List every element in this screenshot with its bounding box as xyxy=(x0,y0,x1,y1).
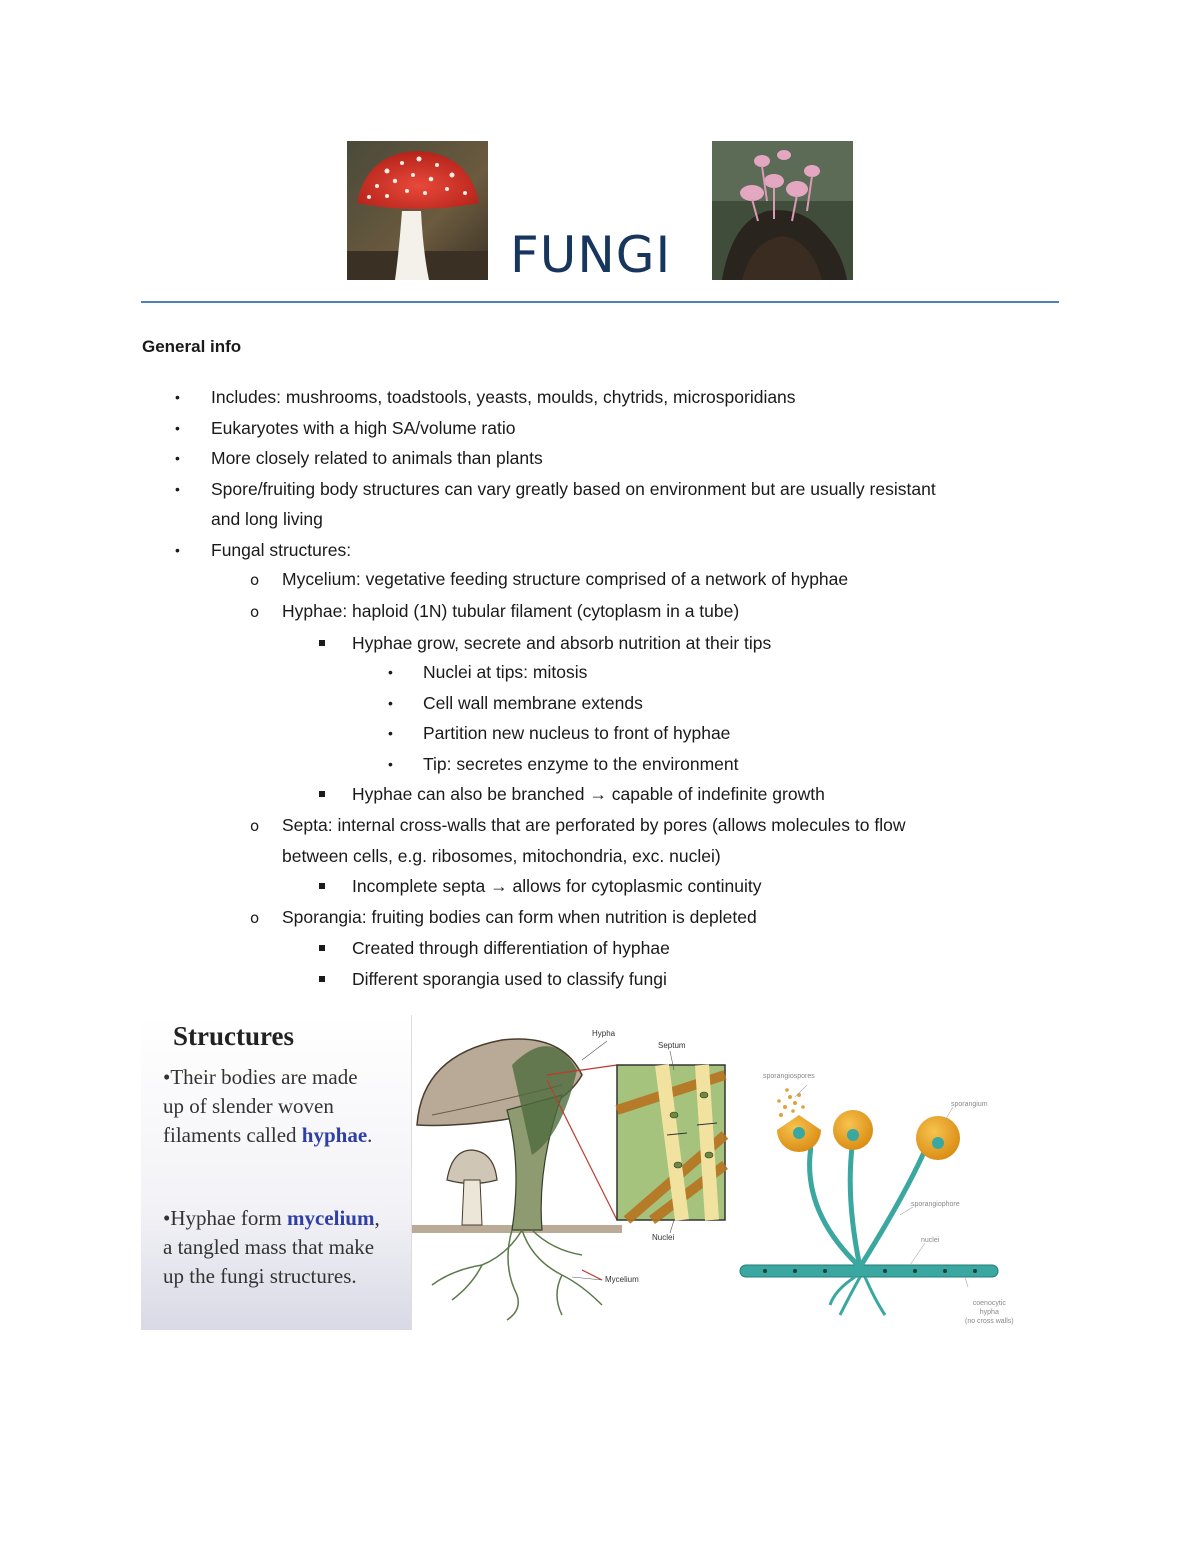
list-item: Hyphae grow, secrete and absorb nutrition at their tips xyxy=(352,633,772,653)
bullet-marker: • xyxy=(175,420,180,436)
list-item: Fungal structures: xyxy=(211,540,352,560)
bullet-marker xyxy=(319,640,325,646)
red-mushroom-photo xyxy=(347,141,488,280)
bullet-marker: • xyxy=(388,664,393,680)
list-item: More closely related to animals than plants xyxy=(211,448,543,468)
text-line xyxy=(163,1121,408,1150)
list-item: Septa: internal cross-walls that are perforated by pores (allows molecules to flow xyxy=(282,815,906,835)
bullet-marker: o xyxy=(250,817,260,835)
label-hypha: Hypha xyxy=(592,1029,616,1038)
text-line: up the fungi structures. xyxy=(163,1264,357,1288)
bullet-marker: o xyxy=(250,571,260,589)
list-item: Mycelium: vegetative feeding structure comprised of a network of hyphae xyxy=(282,569,849,589)
pink-mushrooms-photo xyxy=(712,141,853,280)
bullet-marker: o xyxy=(250,909,260,927)
keyword-hyphae: hyphae xyxy=(301,1123,368,1147)
text-fragment: . xyxy=(367,1123,373,1147)
list-item: Created through differentiation of hyphae xyxy=(352,938,670,958)
bullet-marker: • xyxy=(388,725,393,741)
list-item: Includes: mushrooms, toadstools, yeasts, moulds, chytrids, microsporidians xyxy=(211,387,796,407)
pink-mushrooms-illustration xyxy=(712,141,853,280)
bullet-marker: • xyxy=(175,450,180,466)
text-fragment: •Hyphae form xyxy=(163,1206,287,1230)
bullet-marker: • xyxy=(175,389,180,405)
list-item: Tip: secretes enzyme to the environment xyxy=(423,754,739,774)
figure-paragraph-mycelium xyxy=(163,1204,408,1291)
bullet-marker: • xyxy=(175,481,180,497)
bullet-marker: o xyxy=(250,603,260,621)
list-item-continuation: between cells, e.g. ribosomes, mitochondria, exc. nuclei) xyxy=(282,846,721,866)
section-heading: General info xyxy=(142,337,242,356)
label-line: (no cross walls) xyxy=(965,1318,1014,1325)
label-nuclei: nuclei xyxy=(921,1237,940,1244)
list-item: Hyphae can also be branched → capable of indefinite growth xyxy=(352,784,825,804)
label-mycelium: Mycelium xyxy=(605,1275,639,1284)
label-line: coenocytic xyxy=(972,1300,1006,1307)
list-item: Cell wall membrane extends xyxy=(423,693,643,713)
list-item: Nuclei at tips: mitosis xyxy=(423,662,588,682)
label-sporangiophore: sporangiophore xyxy=(911,1201,960,1208)
structures-text-panel xyxy=(141,1015,411,1330)
mushroom-cross-section-illustration xyxy=(412,1015,735,1330)
label-septum: Septum xyxy=(658,1041,686,1050)
list-item: Hyphae: haploid (1N) tubular filament (cytoplasm in a tube) xyxy=(282,601,740,621)
list-item: Different sporangia used to classify fungi xyxy=(352,969,667,989)
text-line: up of slender woven xyxy=(163,1094,334,1118)
figure-title: Structures xyxy=(173,1021,294,1051)
bullet-marker: • xyxy=(388,756,393,772)
page-title: FUNGI xyxy=(510,226,672,284)
list-item: Eukaryotes with a high SA/volume ratio xyxy=(211,418,516,438)
sporangium-illustration xyxy=(735,1015,1018,1330)
text-fragment: filaments called xyxy=(163,1123,302,1147)
label-line: hypha xyxy=(979,1309,999,1316)
text-line: a tangled mass that make xyxy=(163,1235,375,1259)
text-fragment: , xyxy=(374,1206,380,1230)
text-line: •Their bodies are made xyxy=(163,1065,358,1089)
bullet-marker xyxy=(319,791,325,797)
list-item: Partition new nucleus to front of hyphae xyxy=(423,723,731,743)
list-item-continuation: and long living xyxy=(211,509,323,529)
label-sporangium: sporangium xyxy=(951,1101,988,1108)
label-coenocytic-hypha xyxy=(965,1299,1014,1326)
figure-paragraph-hyphae xyxy=(163,1063,408,1150)
label-nuclei: Nuclei xyxy=(652,1233,675,1242)
bullet-marker: • xyxy=(175,542,180,558)
list-item: Spore/fruiting body structures can vary greatly based on environment but are usually resistant xyxy=(211,479,936,499)
list-item: Sporangia: fruiting bodies can form when nutrition is depleted xyxy=(282,907,757,927)
red-mushroom-illustration xyxy=(347,141,488,280)
keyword-mycelium: mycelium xyxy=(286,1206,375,1230)
text-line xyxy=(163,1204,408,1233)
sporangia-diagram xyxy=(735,1015,1018,1330)
bullet-marker xyxy=(319,976,325,982)
bullet-marker: • xyxy=(388,695,393,711)
bullet-marker xyxy=(319,945,325,951)
bullet-marker xyxy=(319,883,325,889)
list-item: Incomplete septa → allows for cytoplasmic continuity xyxy=(352,876,762,896)
label-sporangiospores: sporangiospores xyxy=(763,1073,815,1080)
mushroom-structure-diagram xyxy=(411,1015,735,1330)
title-underline xyxy=(141,301,1059,303)
